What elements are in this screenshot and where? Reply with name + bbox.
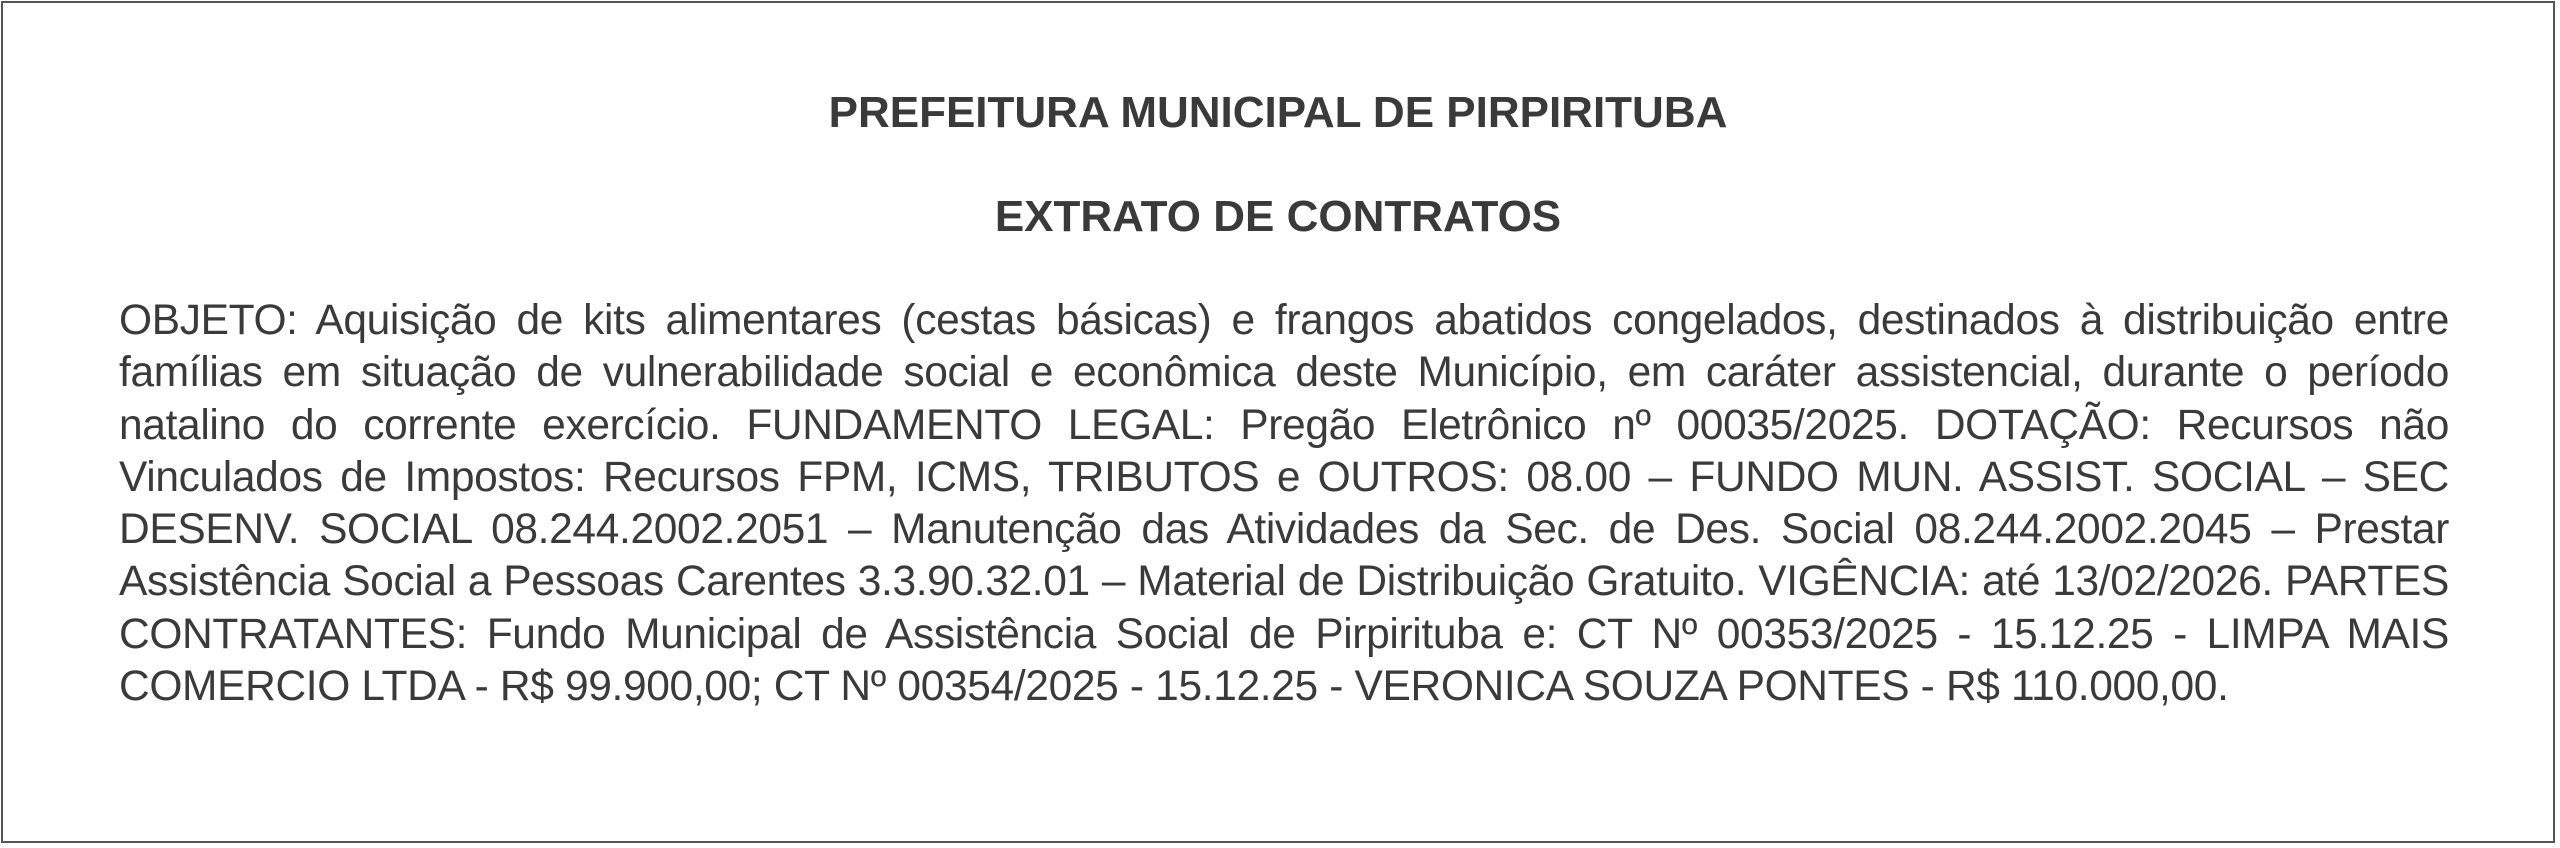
organization-heading: PREFEITURA MUNICIPAL DE PIRPIRITUBA	[828, 88, 1728, 137]
contract-extract-body: OBJETO: Aquisição de kits alimentares (cestas básicas) e frangos abatidos congelados, destinados à distribuição entre famílias em situação de vulnerabilidade social e econômica deste Município, em caráter assistencial, durante o período natalino do corrente exercício. FUNDAMENTO LEGAL: Pregão Eletrônico nº 00035/2025. DOTAÇÃO: Recursos não Vinculados de Impostos: Recursos FPM, ICMS, TRIBUTOS e OUTROS: 08.00 – FUNDO MUN. ASSIST. SOCIAL – SEC DESENV. SOCIAL 08.244.2002.2051 – Manutenção das Atividades da Sec. de Des. Social 08.244.2002.2045 – Prestar Assistência Social a Pessoas Carentes 3.3.90.32.01 – Material de Distribuição Gratuito. VIGÊNCIA: até 13/02/2026. PARTES CONTRATANTES: Fundo Municipal de Assistência Social de Pirpirituba e: CT Nº 00353/2025 - 15.12.25 - LIMPA MAIS COMERCIO LTDA - R$ 99.900,00; CT Nº 00354/2025 - 15.12.25 - VERONICA SOUZA PONTES - R$ 110.000,00.	[119, 297, 2449, 711]
document-frame	[1, 1, 2555, 843]
document-title: EXTRATO DE CONTRATOS	[994, 192, 1562, 241]
